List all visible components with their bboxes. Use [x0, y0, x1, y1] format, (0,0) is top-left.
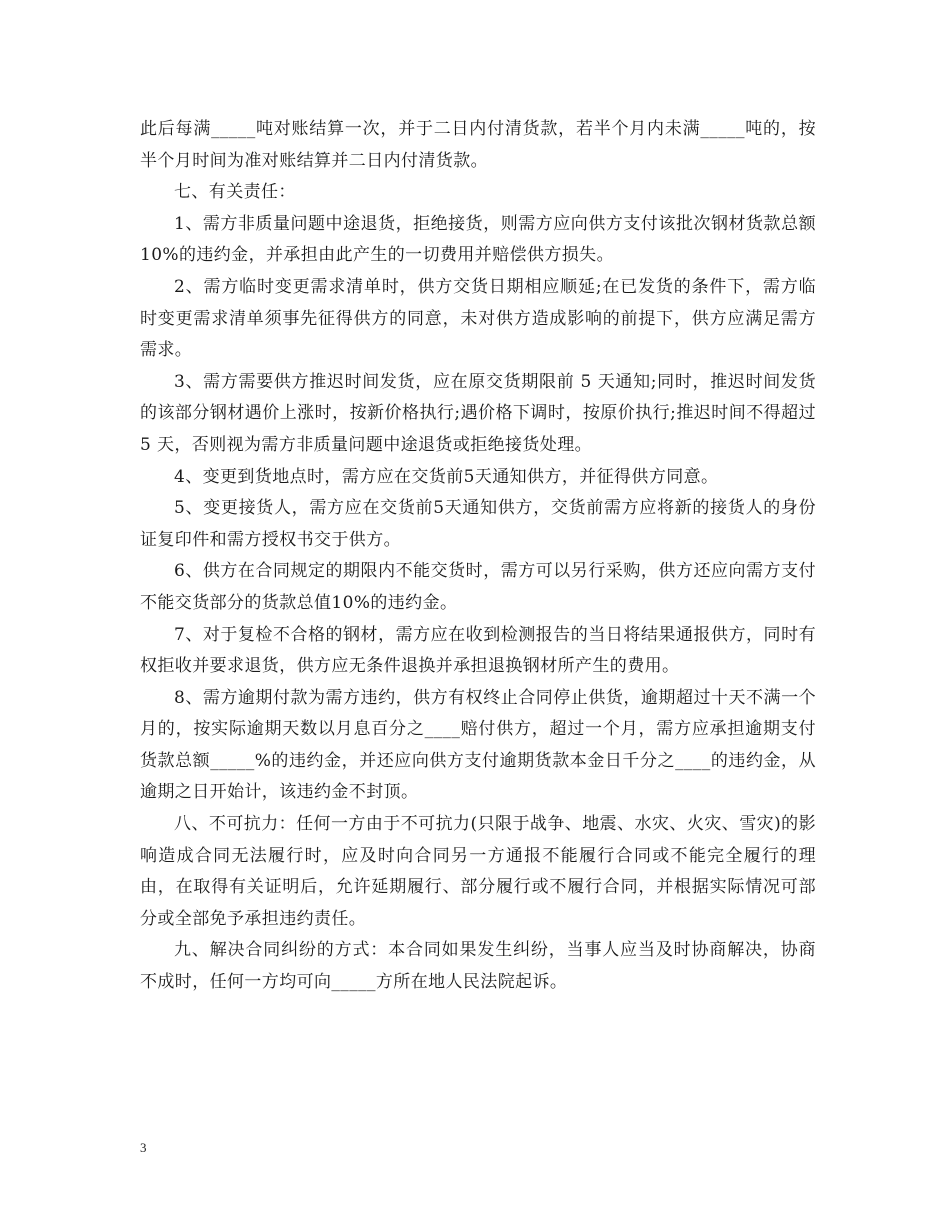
clause-6: 6、供方在合同规定的期限内不能交货时，需方可以另行采购，供方还应向需方支付不能交货部分的货款总值10%的违约金。 [140, 561, 816, 613]
section-heading-liability: 七、有关责任： [174, 182, 296, 203]
clause-1: 1、需方非质量问题中途退货，拒绝接货，则需方应向供方支付该批次钢材货款总额10%的违约金，并承担由此产生的一切费用并赔偿供方损失。 [140, 213, 816, 266]
clause-8: 8、需方逾期付款为需方违约，供方有权终止合同停止供货，逾期超过十天不满一个月的，按实际逾期天数以月息百分之____赔付供方，超过一个月，需方应承担逾期支付货款总额_____%的违约金，并还应向供方支付逾期货款本金日千分之____的违约金，从逾期之日开始计，该违约金不封顶。 [140, 687, 816, 803]
page-number: 3 [140, 1140, 147, 1155]
clause-5: 5、变更接货人，需方应在交货前5天通知供方，交货前需方应将新的接货人的身份证复印件和需方授权书交于供方。 [140, 498, 816, 550]
section-force-majeure: 八、不可抗力：任何一方由于不可抗力(只限于战争、地震、水灾、火灾、雪灾)的影响造成合同无法履行时，应及时向合同另一方通报不能履行合同或不能完全履行的理由，在取得有关证明后，允许延期履行、部分履行或不履行合同，并根据实际情况可部分或全部免予承担违约责任。 [140, 814, 816, 929]
document-body [140, 114, 816, 999]
clause-7: 7、对于复检不合格的钢材，需方应在收到检测报告的当日将结果通报供方，同时有权拒收并要求退货，供方应无条件退换并承担退换钢材所产生的费用。 [140, 624, 816, 677]
section-dispute-resolution: 九、解决合同纠纷的方式：本合同如果发生纠纷，当事人应当及时协商解决，协商不成时，任何一方均可向_____方所在地人民法院起诉。 [140, 940, 816, 993]
clause-2: 2、需方临时变更需求清单时，供方交货日期相应顺延;在已发货的条件下，需方临时变更需求清单须事先征得供方的同意，未对供方造成影响的前提下，供方应满足需方需求。 [140, 276, 816, 361]
clause-4: 4、变更到货地点时，需方应在交货前5天通知供方，并征得供方同意。 [174, 466, 719, 487]
clause-3: 3、需方需要供方推迟时间发货，应在原交货期限前 5 天通知;同时，推迟时间发货的该部分钢材遇价上涨时，按新价格执行;遇价格下调时，按原价执行;推迟时间不得超过 5 天，否则视为需方非质量问题中途退货或拒绝接货处理。 [140, 371, 816, 455]
paragraph-continuation: 此后每满_____吨对账结算一次，并于二日内付清货款，若半个月内未满_____吨的，按半个月时间为准对账结算并二日内付清货款。 [140, 119, 816, 171]
